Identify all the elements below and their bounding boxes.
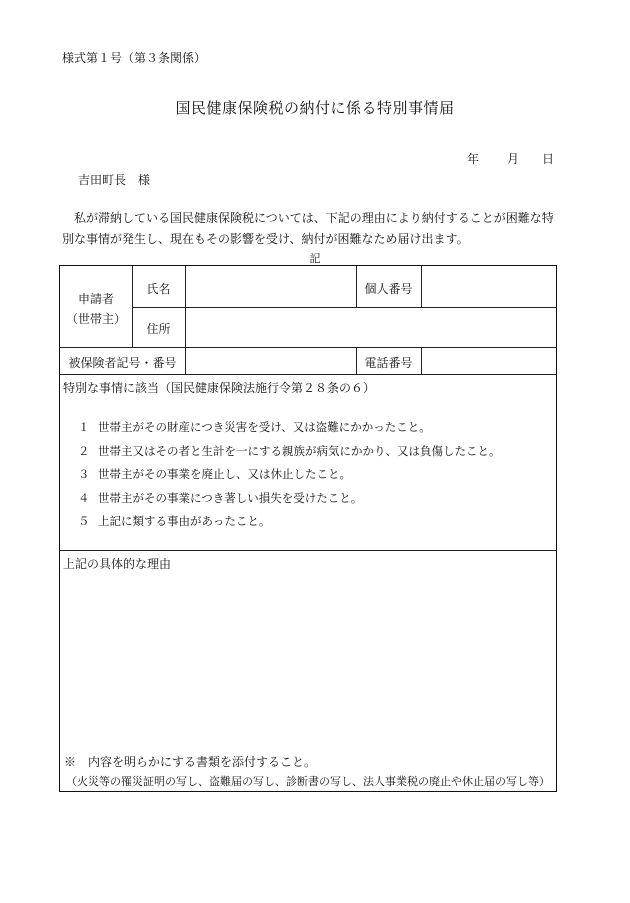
insured-number-field[interactable] [188,350,354,372]
col-divider-insured-label [185,347,186,374]
form-number: 様式第１号（第３条関係） [62,51,207,65]
phone-field[interactable] [424,350,554,372]
reason-text: 上記に類する事由があったこと。 [98,514,271,528]
reason-item[interactable] [78,443,501,467]
reason-number: ３ [78,467,90,481]
reason-item[interactable] [78,490,501,514]
reason-text: 世帯主がその事業を廃止し、又は休止したこと。 [98,467,351,481]
statement-line-2: 別な事情が発生し、現在もその影響を受け、納付が困難なため届け出ます。 [62,232,469,246]
specific-reason-heading: 上記の具体的な理由 [63,557,172,571]
col-divider-my-number [421,266,422,307]
reason-list [78,419,501,537]
reason-number: ４ [78,490,90,505]
row-divider-name-address [132,307,556,308]
my-number-field[interactable] [424,269,554,305]
reason-number: ５ [78,514,90,528]
statement-line-1: 私が滞納している国民健康保険税については、下記の理由により納付することが困難な特 [74,211,554,225]
ki-label: 記 [309,252,321,265]
reason-item[interactable] [78,419,501,443]
name-field[interactable] [188,269,354,305]
name-label: 氏名 [146,282,171,296]
reason-item[interactable] [78,513,501,537]
applicant-label: 申請者 [77,292,114,306]
my-number-label: 個人番号 [364,282,413,296]
reason-text: 世帯主又はその者と生計を一にする親族が病気にかかり、又は負傷したこと。 [98,443,501,458]
phone-label: 電話番号 [364,356,413,370]
row-divider-applicant [60,347,556,348]
address-label: 住所 [146,322,171,336]
date-year-label: 年 [467,152,480,166]
reason-item[interactable] [78,466,501,490]
special-circumstance-heading: 特別な事情に該当（国民健康保険法施行令第２８条の６） [63,381,376,395]
row-divider-reasons [60,550,556,551]
page-title: 国民健康保険税の納付に係る特別事情届 [175,99,455,117]
statement [62,208,562,250]
date-month-label: 月 [507,152,520,166]
attachment-note: ※ 内容を明らかにする書類を添付すること。 [64,755,317,769]
specific-reason-field[interactable] [63,572,553,742]
col-divider-label [185,266,186,347]
reason-number: ２ [78,443,90,458]
applicant-label-sub: （世帯主） [65,312,126,326]
reason-text: 世帯主がその財産につき災害を受け、又は盗難にかかったこと。 [98,420,431,434]
row-divider-insured [60,374,556,375]
reason-number: １ [78,420,90,434]
reason-text: 世帯主がその事業につき著しい損失を受けたこと。 [98,490,363,505]
col-divider-phone [421,347,422,374]
addressee: 吉田町長 様 [78,173,151,187]
attachment-note-examples: （火災等の罹災証明の写し、盗難届の写し、診断書の写し、法人事業税の廃止や休止届の写し等） [66,775,550,788]
insured-number-label: 被保険者記号・番号 [68,356,177,370]
address-field[interactable] [188,310,554,345]
date-day-label: 日 [542,152,555,166]
